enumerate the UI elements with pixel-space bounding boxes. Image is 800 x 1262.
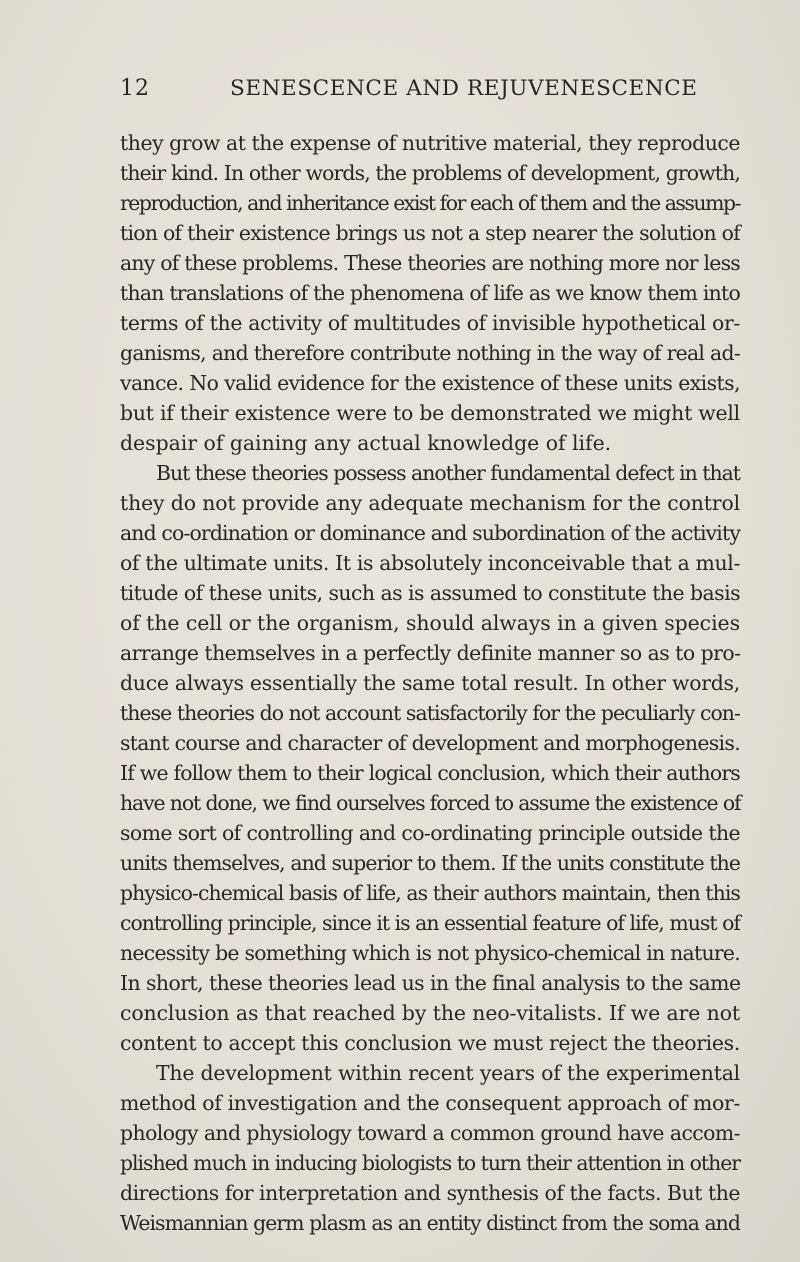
text-line: some sort of controlling and co-ordinating principle outside the — [120, 821, 740, 845]
text-line: conclusion as that reached by the neo-vitalists. If we are not — [120, 1001, 740, 1025]
text-line: plished much in inducing biologists to turn their attention in other — [120, 1151, 740, 1175]
text-line: of the ultimate units. It is absolutely inconceivable that a mul- — [120, 551, 740, 575]
text-line: method of investigation and the consequent approach of mor- — [120, 1091, 740, 1115]
text-line: titude of these units, such as is assumed to constitute the basis — [120, 581, 740, 605]
text-line: reproduction, and inheritance exist for each of them and the assump- — [120, 191, 740, 215]
text-line: stant course and character of development and morphogenesis. — [120, 731, 740, 755]
running-title: SENESCENCE AND REJUVENESCENCE — [230, 76, 698, 101]
text-line: vance. No valid evidence for the existence of these units exists, — [120, 371, 740, 395]
paragraph-2 — [120, 458, 740, 1058]
text-line: their kind. In other words, the problems of development, growth, — [120, 161, 740, 185]
text-line: content to accept this conclusion we must reject the theories. — [120, 1031, 740, 1055]
page-number: 12 — [120, 76, 150, 101]
text-line: they do not provide any adequate mechanism for the control — [120, 491, 740, 515]
text-line: If we follow them to their logical conclusion, which their authors — [120, 761, 740, 785]
text-line: duce always essentially the same total result. In other words, — [120, 671, 740, 695]
text-line: controlling principle, since it is an essential feature of life, must of — [120, 911, 740, 935]
text-line: But these theories possess another fundamental defect in that — [156, 461, 740, 485]
text-line: The development within recent years of the experimental — [156, 1061, 740, 1085]
text-line: terms of the activity of multitudes of invisible hypothetical or- — [120, 311, 740, 335]
text-line: phology and physiology toward a common ground have accom- — [120, 1121, 740, 1145]
page-header — [120, 76, 740, 110]
text-line: than translations of the phenomena of life as we know them into — [120, 281, 740, 305]
text-line: and co-ordination or dominance and subordination of the activity — [120, 521, 740, 545]
text-line: Weismannian germ plasm as an entity distinct from the soma and — [120, 1211, 740, 1235]
text-line: physico-chemical basis of life, as their authors maintain, then this — [120, 881, 740, 905]
text-line: have not done, we find ourselves forced to assume the existence of — [120, 791, 741, 815]
text-line: ganisms, and therefore contribute nothing in the way of real ad- — [120, 341, 740, 365]
paragraph-3 — [120, 1058, 740, 1238]
text-line: necessity be something which is not physico-chemical in nature. — [120, 941, 740, 965]
body-text — [120, 128, 740, 1238]
text-line: but if their existence were to be demonstrated we might well — [120, 401, 740, 425]
text-line: despair of gaining any actual knowledge of life. — [120, 431, 612, 455]
text-line: of the cell or the organism, should always in a given species — [120, 611, 740, 635]
text-line: these theories do not account satisfactorily for the peculiarly con- — [120, 701, 740, 725]
text-line: tion of their existence brings us not a step nearer the solution of — [120, 221, 740, 245]
text-line: directions for interpretation and synthesis of the facts. But the — [120, 1181, 740, 1205]
text-line: In short, these theories lead us in the final analysis to the same — [120, 971, 741, 995]
text-line: arrange themselves in a perfectly definite manner so as to pro- — [120, 641, 741, 665]
text-line: any of these problems. These theories are nothing more nor less — [120, 251, 740, 275]
text-line: they grow at the expense of nutritive material, they reproduce — [120, 131, 740, 155]
text-line: units themselves, and superior to them. If the units constitute the — [120, 851, 740, 875]
paragraph-1 — [120, 128, 740, 458]
